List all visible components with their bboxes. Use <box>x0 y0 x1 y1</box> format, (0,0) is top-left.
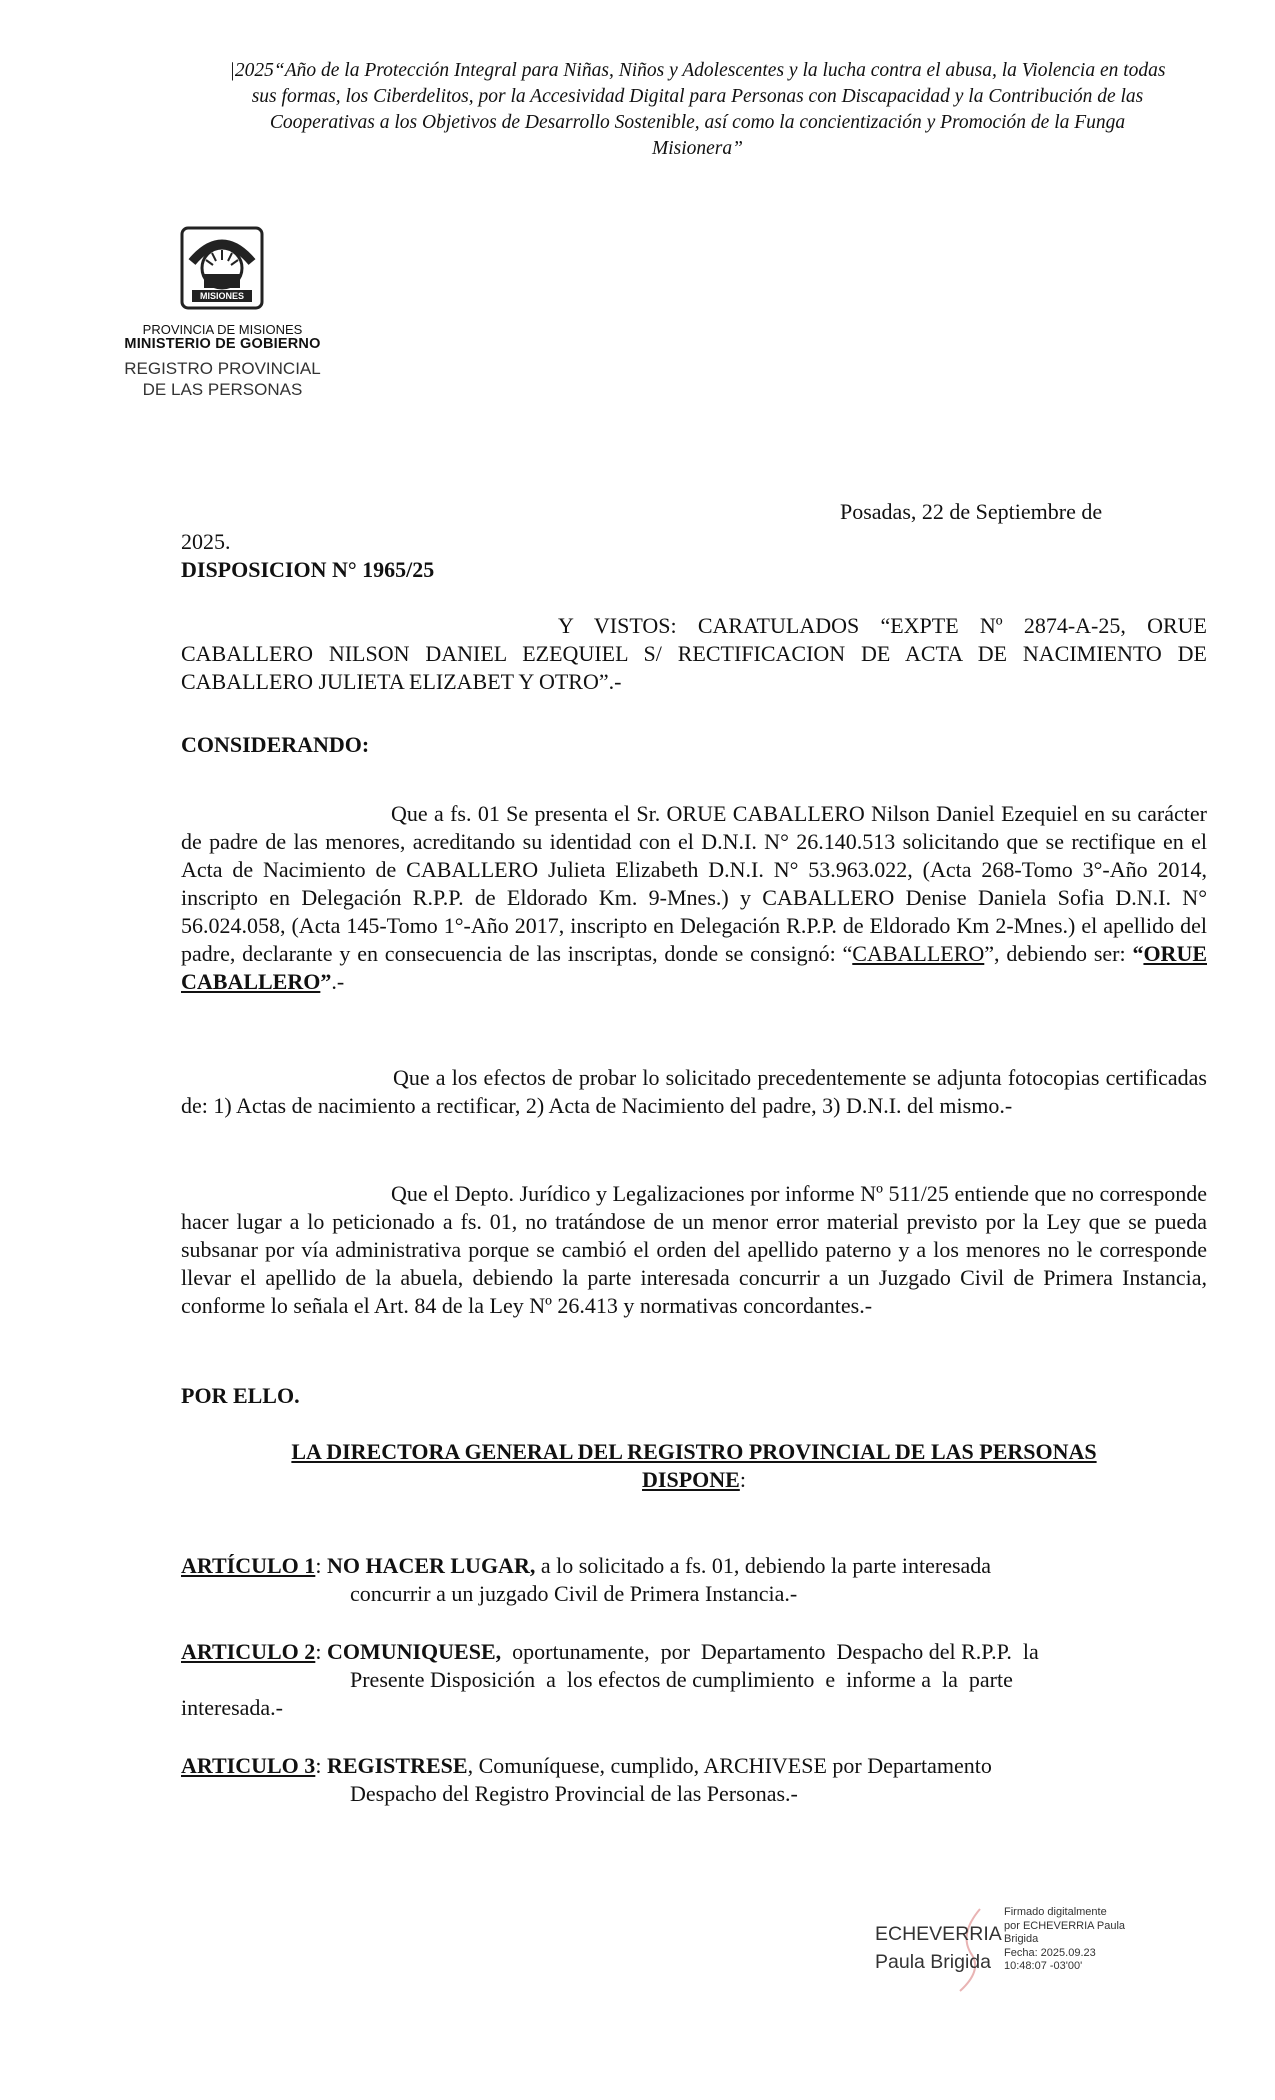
article-3-decision: REGISTRESE <box>326 1753 468 1778</box>
article-1-colon: : <box>315 1553 327 1578</box>
article-1-decision: NO HACER LUGAR, <box>326 1553 536 1578</box>
considerando-text: CONSIDERANDO: <box>181 732 370 757</box>
article-3 <box>181 1752 1207 1780</box>
article-3-text: , Comuníquese, cumplido, ARCHIVESE por Departamento <box>467 1753 992 1778</box>
considerando-paragraph-1 <box>181 800 1207 996</box>
signature-given-name: Paula Brigida <box>875 1951 991 1973</box>
article-2-text: oportunamente, por Departamento Despacho del R.P.P. la <box>501 1639 1039 1664</box>
disposition-number <box>181 556 434 584</box>
article-2-end: interesada.- <box>181 1695 283 1720</box>
article-1-text: a lo solicitado a fs. 01, debiendo la parte interesada <box>535 1553 992 1578</box>
signature-meta-line2: por ECHEVERRIA Paula <box>1004 1919 1126 1932</box>
article-2 <box>181 1638 1207 1666</box>
header-motto: |2025“Año de la Protección Integral para Niñas, Niños y Adolescentes y la lucha contra el abusa, la Violencia en todas sus formas, los Ciberdelitos, por la Accesividad Digital para Personas con Discapacidad y la Contribución de las Cooperativas a los Objetivos de Desarrollo Sostenible, así como la concientización y Promoción de la Funga Misionera” <box>229 60 1166 159</box>
org-registry-line1: REGISTRO PROVINCIAL <box>124 359 321 378</box>
p1-text: Que a fs. 01 Se presenta el Sr. ORUE CABALLERO Nilson Daniel Ezequiel en su carácter de padre de las menores, acreditando su identidad con el D.N.I. N° 26.140.513 solicitando que se rectifique en el Acta de Nacimiento de CABALLERO Julieta Elizabeth D.N.I. N° 53.963.022, (Acta 268-Tomo 3°-Año 2014, inscripto en Delegación R.P.P. de Eldorado Km. 9-Mnes.) y CABALLERO Denise Daniela Sofia D.N.I. N° 56.024.058, (Acta 145-Tomo 1°-Año 2017, inscripto en Delegación R.P.P. de Eldorado Km 2-Mnes.) el apellido del padre, declarante y en consecuencia de las inscriptas, donde se consignó: “ <box>181 801 1207 966</box>
signature-metadata <box>1004 1906 1144 1974</box>
vistos-paragraph: Y VISTOS: CARATULADOS “EXPTE Nº 2874-A-25, ORUE CABALLERO NILSON DANIEL EZEQUIEL S/ RECTIFICACION DE ACTA DE NACIMIENTO DE CABALLERO JULIETA ELIZABET Y OTRO”.- <box>181 613 1207 694</box>
signature-name <box>875 1920 1002 1976</box>
p1-current-surname: CABALLERO <box>852 941 985 966</box>
org-province: PROVINCIA DE MISIONES <box>142 322 303 337</box>
dispone-text: DISPONE <box>642 1467 740 1492</box>
place-date-line2: 2025. <box>181 529 231 554</box>
article-2-label: ARTICULO 2 <box>181 1639 316 1664</box>
p1-end: .- <box>331 969 345 994</box>
article-1-label: ARTÍCULO 1 <box>181 1553 316 1578</box>
article-3-label: ARTICULO 3 <box>181 1753 316 1778</box>
provincial-seal-icon <box>178 222 266 314</box>
por-ello-heading <box>181 1382 300 1410</box>
directora-text: LA DIRECTORA GENERAL DEL REGISTRO PROVINCIAL DE LAS PERSONAS <box>291 1439 1097 1464</box>
svg-text:MISIONES: MISIONES <box>199 291 245 301</box>
p1-open-quote: “ <box>1132 941 1144 966</box>
article-2-colon: : <box>315 1639 327 1664</box>
dispone-heading <box>181 1466 1207 1494</box>
article-2-continuation: Presente Disposición a los efectos de cumplimiento e informe a la parte <box>350 1667 1013 1692</box>
org-registry-line2: DE LAS PERSONAS <box>142 380 303 399</box>
p1-correct-surname: ORUE CABALLERO <box>181 941 1207 994</box>
place-date-line1: Posadas, 22 de Septiembre de <box>840 499 1103 524</box>
org-ministry: MINISTERIO DE GOBIERNO <box>124 336 321 352</box>
article-2-decision: COMUNIQUESE, <box>326 1639 502 1664</box>
p1-close-quote: ” <box>320 969 332 994</box>
signature-meta-line4: Fecha: 2025.09.23 <box>1004 1946 1096 1959</box>
considerando-paragraph-2: Que a los efectos de probar lo solicitado precedentemente se adjunta fotocopias certificadas de: 1) Actas de nacimiento a rectificar, 2) Acta de Nacimiento del padre, 3) D.N.I. del mismo.- <box>181 1065 1207 1118</box>
signature-meta-line1: Firmado digitalmente <box>1004 1906 1107 1918</box>
dispone-colon: : <box>739 1467 746 1492</box>
article-1-continuation: concurrir a un juzgado Civil de Primera Instancia.- <box>350 1581 798 1606</box>
signature-surname: ECHEVERRIA <box>875 1923 1002 1945</box>
por-ello-text: POR ELLO. <box>181 1383 300 1408</box>
org-registry <box>100 358 345 400</box>
considerando-paragraph-3: Que el Depto. Jurídico y Legalizaciones por informe Nº 511/25 entiende que no corresponde hacer lugar a lo peticionado a fs. 01, no tratándose de un menor error material previsto por la Ley que se pueda subsanar por vía administrativa porque se cambió el orden del apellido paterno y a los menores no le corresponde llevar el apellido de la abuela, debiendo la parte interesada concurrir a un Juzgado Civil de Primera Instancia, conforme lo señala el Art. 84 de la Ley Nº 26.413 y normativas concordantes.- <box>181 1181 1207 1318</box>
signature-meta-line5: 10:48:07 -03'00' <box>1004 1960 1083 1972</box>
signature-meta-line3: Brigida <box>1004 1933 1039 1945</box>
article-1 <box>181 1552 1207 1580</box>
disposition-number-text: DISPOSICION N° 1965/25 <box>181 557 435 582</box>
article-3-colon: : <box>315 1753 327 1778</box>
considerando-heading <box>181 731 369 759</box>
directora-heading <box>181 1438 1207 1466</box>
article-3-continuation: Despacho del Registro Provincial de las Personas.- <box>350 1781 798 1806</box>
p1-mid-text: ”, debiendo ser: <box>984 941 1133 966</box>
